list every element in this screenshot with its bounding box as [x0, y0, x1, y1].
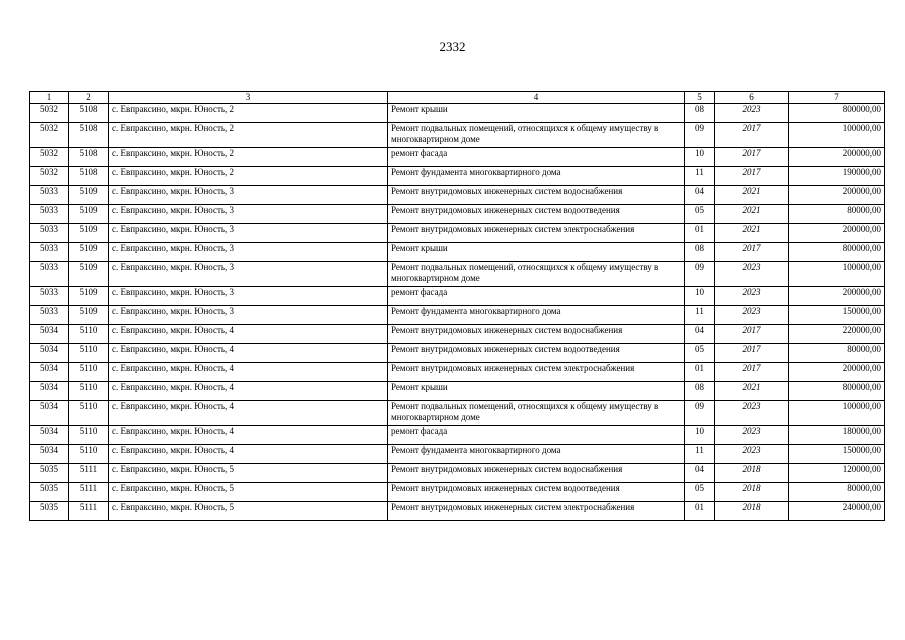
- work-code-cell: 04: [685, 186, 715, 205]
- object-code-cell: 5108: [69, 148, 109, 167]
- table-row: [30, 325, 885, 344]
- amount-cell: 200000,00: [789, 363, 885, 382]
- year-cell: 2017: [715, 167, 789, 186]
- address-cell: с. Евпраксино, мкрн. Юность, 3: [109, 224, 388, 243]
- year-cell: 2017: [715, 344, 789, 363]
- work-type-cell: Ремонт внутридомовых инженерных систем водоотведения: [388, 483, 685, 502]
- table-row: [30, 224, 885, 243]
- column-header: 4: [388, 92, 685, 104]
- object-code-cell: 5111: [69, 502, 109, 521]
- object-code-cell: 5108: [69, 167, 109, 186]
- table-row: [30, 483, 885, 502]
- house-id-cell: 5032: [30, 104, 69, 123]
- table-row: [30, 262, 885, 287]
- work-type-cell: Ремонт внутридомовых инженерных систем водоотведения: [388, 205, 685, 224]
- object-code-cell: 5109: [69, 243, 109, 262]
- house-id-cell: 5034: [30, 344, 69, 363]
- work-code-cell: 09: [685, 123, 715, 148]
- table-row: [30, 205, 885, 224]
- object-code-cell: 5108: [69, 104, 109, 123]
- amount-cell: 200000,00: [789, 148, 885, 167]
- amount-cell: 80000,00: [789, 344, 885, 363]
- year-cell: 2023: [715, 287, 789, 306]
- year-cell: 2021: [715, 205, 789, 224]
- work-type-cell: ремонт фасада: [388, 426, 685, 445]
- table-row: [30, 382, 885, 401]
- address-cell: с. Евпраксино, мкрн. Юность, 3: [109, 287, 388, 306]
- work-type-cell: Ремонт крыши: [388, 243, 685, 262]
- work-code-cell: 05: [685, 483, 715, 502]
- object-code-cell: 5110: [69, 401, 109, 426]
- house-id-cell: 5032: [30, 148, 69, 167]
- work-code-cell: 10: [685, 287, 715, 306]
- work-type-cell: Ремонт фундамента многоквартирного дома: [388, 445, 685, 464]
- column-header: 7: [789, 92, 885, 104]
- object-code-cell: 5110: [69, 382, 109, 401]
- table-row: [30, 104, 885, 123]
- work-type-cell: Ремонт крыши: [388, 382, 685, 401]
- column-header: 2: [69, 92, 109, 104]
- work-code-cell: 08: [685, 382, 715, 401]
- object-code-cell: 5109: [69, 205, 109, 224]
- house-id-cell: 5033: [30, 224, 69, 243]
- house-id-cell: 5033: [30, 205, 69, 224]
- table-row: [30, 401, 885, 426]
- year-cell: 2023: [715, 401, 789, 426]
- address-cell: с. Евпраксино, мкрн. Юность, 3: [109, 205, 388, 224]
- amount-cell: 150000,00: [789, 445, 885, 464]
- house-id-cell: 5034: [30, 445, 69, 464]
- year-cell: 2021: [715, 382, 789, 401]
- table-row: [30, 186, 885, 205]
- amount-cell: 100000,00: [789, 401, 885, 426]
- column-number-row: [30, 92, 885, 104]
- amount-cell: 80000,00: [789, 483, 885, 502]
- table-row: [30, 502, 885, 521]
- amount-cell: 220000,00: [789, 325, 885, 344]
- house-id-cell: 5034: [30, 325, 69, 344]
- address-cell: с. Евпраксино, мкрн. Юность, 4: [109, 426, 388, 445]
- amount-cell: 240000,00: [789, 502, 885, 521]
- work-code-cell: 10: [685, 148, 715, 167]
- object-code-cell: 5108: [69, 123, 109, 148]
- year-cell: 2023: [715, 306, 789, 325]
- column-header: 6: [715, 92, 789, 104]
- work-code-cell: 11: [685, 167, 715, 186]
- amount-cell: 120000,00: [789, 464, 885, 483]
- amount-cell: 800000,00: [789, 243, 885, 262]
- address-cell: с. Евпраксино, мкрн. Юность, 2: [109, 104, 388, 123]
- house-id-cell: 5033: [30, 186, 69, 205]
- work-code-cell: 09: [685, 401, 715, 426]
- year-cell: 2017: [715, 243, 789, 262]
- table-row: [30, 167, 885, 186]
- address-cell: с. Евпраксино, мкрн. Юность, 3: [109, 262, 388, 287]
- work-code-cell: 01: [685, 363, 715, 382]
- work-type-cell: Ремонт внутридомовых инженерных систем водоснабжения: [388, 464, 685, 483]
- table-row: [30, 287, 885, 306]
- house-id-cell: 5032: [30, 123, 69, 148]
- work-type-cell: Ремонт внутридомовых инженерных систем водоснабжения: [388, 186, 685, 205]
- table-row: [30, 344, 885, 363]
- amount-cell: 190000,00: [789, 167, 885, 186]
- work-code-cell: 09: [685, 262, 715, 287]
- year-cell: 2018: [715, 464, 789, 483]
- work-type-cell: Ремонт внутридомовых инженерных систем водоотведения: [388, 344, 685, 363]
- work-code-cell: 11: [685, 445, 715, 464]
- work-type-cell: Ремонт внутридомовых инженерных систем электроснабжения: [388, 363, 685, 382]
- address-cell: с. Евпраксино, мкрн. Юность, 3: [109, 186, 388, 205]
- house-id-cell: 5034: [30, 426, 69, 445]
- object-code-cell: 5110: [69, 363, 109, 382]
- house-id-cell: 5034: [30, 401, 69, 426]
- amount-cell: 200000,00: [789, 224, 885, 243]
- house-id-cell: 5035: [30, 483, 69, 502]
- year-cell: 2017: [715, 363, 789, 382]
- house-id-cell: 5034: [30, 382, 69, 401]
- address-cell: с. Евпраксино, мкрн. Юность, 4: [109, 382, 388, 401]
- work-type-cell: Ремонт подвальных помещений, относящихся к общему имуществу в многоквартирном доме: [388, 401, 685, 426]
- address-cell: с. Евпраксино, мкрн. Юность, 4: [109, 401, 388, 426]
- table-row: [30, 243, 885, 262]
- work-type-cell: ремонт фасада: [388, 148, 685, 167]
- column-header: 1: [30, 92, 69, 104]
- object-code-cell: 5109: [69, 262, 109, 287]
- address-cell: с. Евпраксино, мкрн. Юность, 4: [109, 363, 388, 382]
- house-id-cell: 5033: [30, 306, 69, 325]
- work-type-cell: Ремонт фундамента многоквартирного дома: [388, 167, 685, 186]
- object-code-cell: 5109: [69, 224, 109, 243]
- year-cell: 2023: [715, 445, 789, 464]
- object-code-cell: 5110: [69, 445, 109, 464]
- work-code-cell: 08: [685, 104, 715, 123]
- object-code-cell: 5110: [69, 344, 109, 363]
- work-code-cell: 08: [685, 243, 715, 262]
- object-code-cell: 5109: [69, 306, 109, 325]
- address-cell: с. Евпраксино, мкрн. Юность, 2: [109, 123, 388, 148]
- house-id-cell: 5032: [30, 167, 69, 186]
- object-code-cell: 5111: [69, 483, 109, 502]
- work-type-cell: Ремонт внутридомовых инженерных систем электроснабжения: [388, 502, 685, 521]
- repair-schedule-table: [29, 91, 885, 521]
- work-code-cell: 11: [685, 306, 715, 325]
- address-cell: с. Евпраксино, мкрн. Юность, 5: [109, 502, 388, 521]
- house-id-cell: 5035: [30, 464, 69, 483]
- work-code-cell: 04: [685, 325, 715, 344]
- page-number: 2332: [439, 39, 466, 54]
- house-id-cell: 5033: [30, 287, 69, 306]
- table-row: [30, 464, 885, 483]
- year-cell: 2017: [715, 123, 789, 148]
- address-cell: с. Евпраксино, мкрн. Юность, 4: [109, 344, 388, 363]
- work-code-cell: 01: [685, 502, 715, 521]
- amount-cell: 200000,00: [789, 287, 885, 306]
- year-cell: 2023: [715, 104, 789, 123]
- work-code-cell: 10: [685, 426, 715, 445]
- address-cell: с. Евпраксино, мкрн. Юность, 5: [109, 464, 388, 483]
- year-cell: 2023: [715, 262, 789, 287]
- amount-cell: 180000,00: [789, 426, 885, 445]
- year-cell: 2023: [715, 426, 789, 445]
- address-cell: с. Евпраксино, мкрн. Юность, 2: [109, 148, 388, 167]
- object-code-cell: 5111: [69, 464, 109, 483]
- table-row: [30, 148, 885, 167]
- year-cell: 2017: [715, 325, 789, 344]
- amount-cell: 100000,00: [789, 262, 885, 287]
- work-code-cell: 05: [685, 344, 715, 363]
- year-cell: 2018: [715, 502, 789, 521]
- year-cell: 2021: [715, 224, 789, 243]
- work-type-cell: Ремонт крыши: [388, 104, 685, 123]
- address-cell: с. Евпраксино, мкрн. Юность, 5: [109, 483, 388, 502]
- column-header: 3: [109, 92, 388, 104]
- table-row: [30, 445, 885, 464]
- table-row: [30, 306, 885, 325]
- table-row: [30, 363, 885, 382]
- work-type-cell: ремонт фасада: [388, 287, 685, 306]
- object-code-cell: 5110: [69, 426, 109, 445]
- address-cell: с. Евпраксино, мкрн. Юность, 4: [109, 325, 388, 344]
- object-code-cell: 5109: [69, 287, 109, 306]
- object-code-cell: 5110: [69, 325, 109, 344]
- amount-cell: 100000,00: [789, 123, 885, 148]
- work-code-cell: 01: [685, 224, 715, 243]
- house-id-cell: 5035: [30, 502, 69, 521]
- work-code-cell: 04: [685, 464, 715, 483]
- amount-cell: 200000,00: [789, 186, 885, 205]
- work-code-cell: 05: [685, 205, 715, 224]
- work-type-cell: Ремонт подвальных помещений, относящихся к общему имуществу в многоквартирном доме: [388, 123, 685, 148]
- year-cell: 2021: [715, 186, 789, 205]
- house-id-cell: 5033: [30, 243, 69, 262]
- work-type-cell: Ремонт внутридомовых инженерных систем водоснабжения: [388, 325, 685, 344]
- year-cell: 2017: [715, 148, 789, 167]
- year-cell: 2018: [715, 483, 789, 502]
- amount-cell: 800000,00: [789, 104, 885, 123]
- address-cell: с. Евпраксино, мкрн. Юность, 3: [109, 243, 388, 262]
- address-cell: с. Евпраксино, мкрн. Юность, 4: [109, 445, 388, 464]
- object-code-cell: 5109: [69, 186, 109, 205]
- work-type-cell: Ремонт внутридомовых инженерных систем электроснабжения: [388, 224, 685, 243]
- column-header: 5: [685, 92, 715, 104]
- work-type-cell: Ремонт фундамента многоквартирного дома: [388, 306, 685, 325]
- house-id-cell: 5034: [30, 363, 69, 382]
- house-id-cell: 5033: [30, 262, 69, 287]
- work-type-cell: Ремонт подвальных помещений, относящихся к общему имуществу в многоквартирном доме: [388, 262, 685, 287]
- address-cell: с. Евпраксино, мкрн. Юность, 2: [109, 167, 388, 186]
- table-row: [30, 123, 885, 148]
- address-cell: с. Евпраксино, мкрн. Юность, 3: [109, 306, 388, 325]
- amount-cell: 80000,00: [789, 205, 885, 224]
- amount-cell: 800000,00: [789, 382, 885, 401]
- table-row: [30, 426, 885, 445]
- amount-cell: 150000,00: [789, 306, 885, 325]
